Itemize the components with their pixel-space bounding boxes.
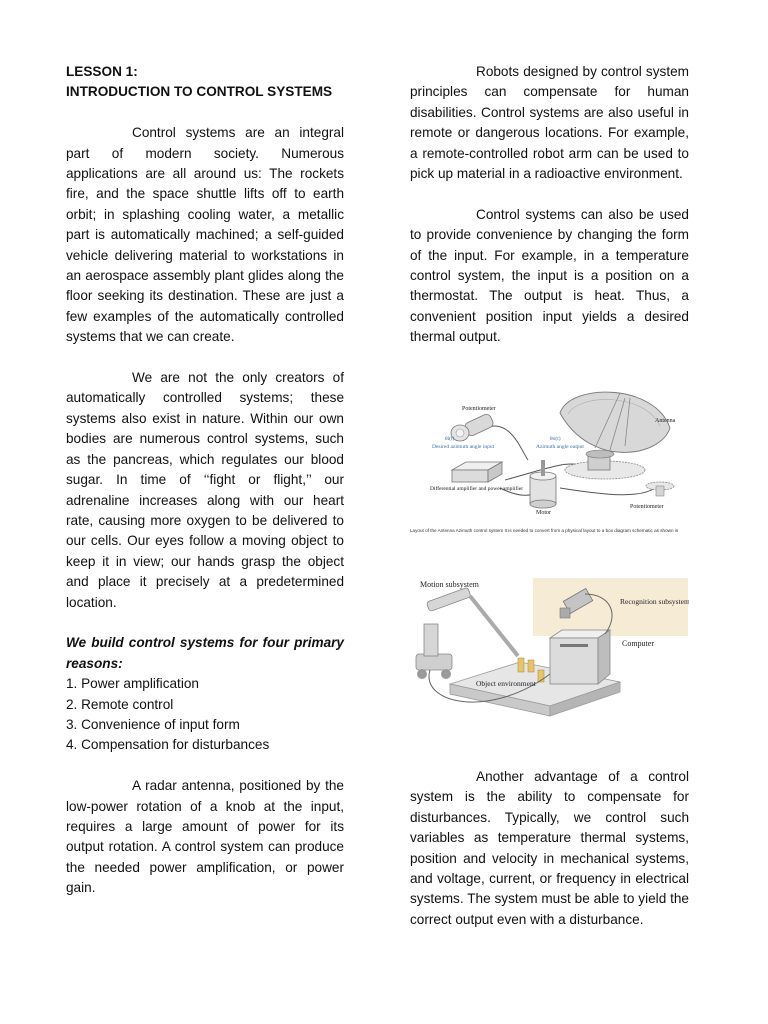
right-paragraph-3: Another advantage of a control system is the ability to compensate for disturbances. Typically, we control such variables as temperature thermal systems, position and velocity in mechanical systems, and voltage, current, or frequency in electrical systems. The system must be able to yield the correct output even with a disturbance. [410,769,689,927]
reasons-heading: We build control systems for four primary reasons: [66,635,344,671]
label-potentiometer-bottom: Potentiometer [630,504,664,510]
label-motion-subsystem: Motion subsystem [420,580,479,589]
lesson-number: LESSON 1: [66,64,138,79]
list-item: 4. Compensation for disturbances [66,737,270,753]
label-potentiometer-top: Potentiometer [462,406,496,412]
antenna-figure [410,388,689,540]
left-paragraph-3: A radar antenna, positioned by the low-power rotation of a knob at the input, requires a large amount of power for its output rotation. A control system can produce the needed power amplification, or power gain. [66,778,344,896]
robot-arm-icon [416,587,518,679]
label-motor: Motor [536,510,551,516]
list-item: 1. Power amplification [66,676,199,692]
label-recognition-subsystem: Recognition subsystem [620,597,689,606]
label-azimuth-output: Azimuth angle output [536,444,584,450]
left-paragraph-1: Control systems are an integral part of modern society. Numerous applications are all around us: The rockets fire, and the space shuttle lifts off to earth orbit; in splashing cooling water, a metallic part is automatically machined; a self-guided vehicle delivering material to workstations in an aerospace assembly plant glides along the floor seeking its destination. These are just a few examples of the automatically controlled systems that we can create. [66,125,344,345]
label-theta-output: θo(t) [550,436,561,442]
amplifier-icon [452,462,502,482]
right-paragraph-1: Robots designed by control system principles can compensate for human disabilities. Control systems are also useful in remote or dangerous locations. For example, a remote-controlled robot arm can be used to pick up material in a radioactive environment. [410,64,689,182]
label-object-environment: Object environment [476,679,536,688]
input-potentiometer-icon [451,413,495,441]
left-paragraph-2: We are not the only creators of automatically controlled systems; these systems also exist in nature. Within our own bodies are numerous control systems, such as the pancreas, which regulates our blood sugar. In time of ‘‘fight or flight,’’ our adrenaline increases along with our heart rate, causing more oxygen to be delivered to our cells. Our eyes follow a moving object to keep it in view; our hands grasp the object and place it precisely at a predetermined location. [66,370,344,610]
lesson-title: INTRODUCTION TO CONTROL SYSTEMS [66,84,333,100]
right-column-bottom [410,767,689,930]
label-antenna: Antenna [655,418,676,424]
label-amplifier: Differential amplifier and power amplifier [430,486,524,492]
list-item: 2. Remote control [66,696,174,712]
right-paragraph-2: Control systems can also be used to provide convenience by changing the form of the input. For example, in a temperature control system, the input is a position on a thermostat. The output is heat. Thus, a convenient position input yields a desired thermal output. [410,206,689,345]
antenna-figure-caption: Layout of the Antenna Azimuth control system It is needed to convert from a physical layout to a box diagram schematic as shown in [410,528,679,533]
label-desired-input: Desired azimuth angle input [432,444,495,450]
left-column [66,62,344,899]
list-item: 3. Convenience of input form [66,716,240,732]
reasons-list [66,674,344,756]
robot-figure [410,574,689,724]
label-computer: Computer [622,639,654,648]
antenna-dish-icon [560,392,670,470]
robot-diagram [410,574,689,724]
antenna-diagram [410,388,689,523]
computer-icon [550,630,610,684]
label-theta-input: θi(t) [445,436,455,442]
right-column-top [410,62,689,348]
